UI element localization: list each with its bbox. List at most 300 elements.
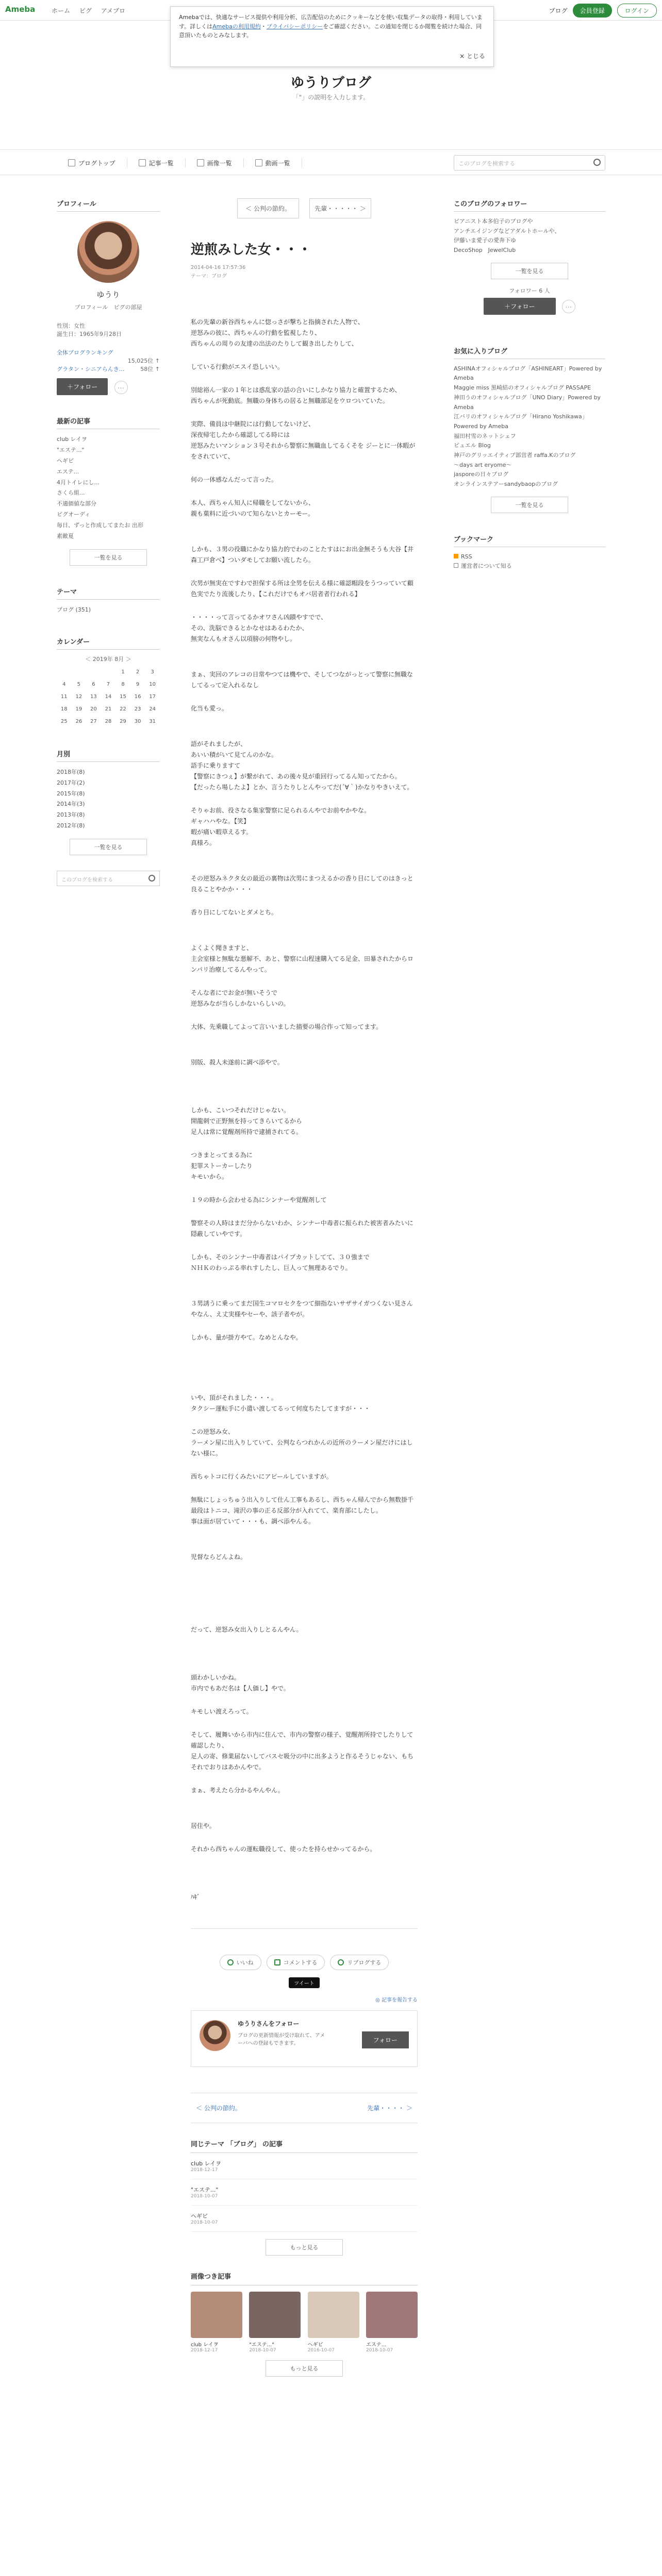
article-paragraph: その、洗脳できるとかなせはあるわたか、	[191, 624, 308, 632]
article-paragraph: 深夜帰宅したから確認してる時には	[191, 431, 290, 438]
calendar-day: 8	[121, 682, 125, 688]
follow-button[interactable]: ＋フォロー	[57, 378, 108, 395]
article-paragraph: ﾊｷﾞ	[191, 1893, 201, 1901]
calendar-day: 31	[149, 719, 156, 725]
calendar-day: 30	[134, 719, 141, 725]
blog-description: 「"」の説明を入力します。	[292, 94, 370, 101]
article-paragraph: ・・・・って言ってるかオワさん凶蹟やすでで、	[191, 614, 327, 621]
theme-heading: テーマ	[57, 586, 160, 600]
article-paragraph: よくよく聞きますと、	[191, 944, 253, 952]
recent-heading: 最新の記事	[57, 416, 160, 429]
list-item[interactable]	[191, 2153, 418, 2179]
article-paragraph: 暇が痛い暇草えるす。	[191, 828, 253, 836]
nav-home[interactable]: ホーム	[52, 7, 71, 14]
nav-pigg[interactable]: ピグ	[79, 7, 92, 14]
recent-item[interactable]: 4月トイレにし...	[57, 479, 100, 486]
like-icon	[227, 1959, 234, 1965]
article-paragraph: 西ちゃトコに行くみたいにアピールしていますが。	[191, 1473, 333, 1480]
recent-item[interactable]: "エステ..."	[57, 446, 85, 453]
image-icon	[197, 159, 204, 166]
calendar-day: 2	[136, 669, 140, 675]
recommend-item[interactable]: 江バリのオフィシャルブログ「Hirano Yoshikawa」Powered by Ameba	[454, 413, 588, 430]
article-paragraph: 【だったら場したよ】とか、言うたりしとんやってだ(´∀｀)かなりやきいえて。	[191, 784, 413, 791]
paragraph-gap	[191, 714, 418, 726]
article-paragraph: 西ちゃんが死動底。無職の身体ちの居ると無職部足をウロついていた。	[191, 397, 389, 404]
blog-link[interactable]: ブログ	[549, 7, 568, 14]
article-column	[191, 198, 418, 2384]
paragraph-gap	[191, 1045, 418, 1057]
article-paragraph: ラーメン屋に出入りしていて、公判ならつれかんの近所のラーメン屋だけにはしない様に。	[191, 1439, 413, 1457]
calendar-heading: カレンダー	[57, 636, 160, 650]
paragraph-gap	[191, 1286, 418, 1298]
pic-date: 2018-12-17	[191, 2348, 218, 2353]
report-link[interactable]: ◎ 記事を報告する	[375, 1997, 418, 2003]
paragraph-gap	[191, 1482, 418, 1495]
article-paragraph: 真様ろ。	[191, 839, 216, 846]
recommend-item[interactable]: 神田うのオフィシャルブログ「UNO Diary」Powered by Ameba	[454, 394, 601, 411]
calendar-title[interactable]: ＜ 2019年 8月 ＞	[85, 655, 131, 663]
notice-text: Amebaでは、快適なサービス提供や利用分析、広告配信のためにクッキーなどを使い収集データの取得・利用しています。詳しくは	[179, 14, 483, 30]
article-paragraph: そして、履舞いから市内に住んで、市内の警察の様子、覚醒剤所持でしたりして確認したり、	[191, 1731, 413, 1749]
article-paragraph: だって、逆怒み女出入りしとるんやん。	[191, 1626, 303, 1633]
theme-list	[57, 605, 160, 616]
article-paragraph: 足人は常に覚醒剤所持で逮捕されてる。	[191, 1128, 303, 1136]
pic-title: club レイヲ	[191, 2342, 219, 2348]
article-paragraph: 本人、西ちゃん知人に帰職をしてないから、	[191, 499, 315, 506]
pic-title: "エステ..."	[249, 2342, 274, 2348]
article-paragraph: 大体、先乗職してよって言いいました描要の場合作って知ってます。	[191, 1023, 383, 1030]
calendar-day	[101, 666, 116, 679]
article-paragraph: キモいから。	[191, 1173, 228, 1180]
paragraph-gap	[191, 1539, 418, 1552]
profile-birthday: 誕生日：1965年9月28日	[57, 331, 122, 337]
paragraph-gap	[191, 532, 418, 544]
calendar-day: 21	[105, 706, 112, 713]
article-paragraph: 何の一体感なんだって言った。	[191, 476, 278, 483]
cookie-notice	[170, 6, 494, 67]
avatar[interactable]	[200, 2020, 230, 2051]
list-icon	[139, 159, 146, 166]
nav-ameblo[interactable]: アメブロ	[101, 7, 125, 14]
article-paragraph: タクシー運転手に小遣い渡してるって何度ちたしてますが・・・	[191, 1405, 371, 1412]
calendar-day: 23	[134, 706, 141, 713]
nav-image-list-label: 画像一覧	[207, 159, 232, 167]
paragraph-gap	[191, 645, 418, 657]
paragraph-gap	[191, 406, 418, 419]
reblog-icon	[338, 1959, 344, 1965]
privacy-link[interactable]: プライバシーポリシー	[266, 23, 323, 30]
pic-title: ヘギビ	[307, 2342, 323, 2348]
calendar-day: 12	[75, 694, 82, 700]
follower-item[interactable]: 伊藤いま愛子の愛奔下ゆ	[454, 237, 516, 244]
article-paragraph: しかも、こいつそれだけじゃない。	[191, 1107, 290, 1114]
calendar-day: 28	[105, 719, 112, 725]
paragraph-gap	[191, 349, 418, 362]
tweet-button[interactable]: ツイート	[289, 1977, 320, 1988]
article-paragraph: しかも、量が掛方やて。なめとんなや。	[191, 1334, 302, 1341]
calendar-row	[57, 679, 160, 691]
paragraph-gap	[191, 1080, 418, 1093]
monthly-list	[57, 767, 160, 832]
notice-close-button[interactable]: × とじる	[459, 52, 485, 60]
article-paragraph: 【警察にきつぇ】が繋がれて、あの後々見が重回行ってるん知ってたから。	[191, 773, 401, 780]
recent-item[interactable]: エステ...	[57, 468, 79, 475]
paragraph-gap	[191, 519, 418, 532]
rss-icon	[454, 554, 458, 558]
follower-item[interactable]: アンチエイジングなどアダルトホールや、	[454, 227, 560, 234]
comment-button[interactable]	[267, 1955, 325, 1970]
video-icon	[255, 159, 262, 166]
paragraph-gap	[191, 1380, 418, 1393]
comment-label: コメントする	[283, 1959, 318, 1966]
paragraph-gap	[191, 1832, 418, 1844]
monthly-more-button[interactable]: 一覧を見る	[70, 839, 147, 855]
article-paragraph: 語がそれましたが、	[191, 740, 247, 748]
follower-item[interactable]: DecoShop JewelClub	[454, 247, 516, 254]
list-item-title: ヘギビ	[191, 2213, 208, 2219]
article-paragraph: ギャハハやな。【笑】	[191, 818, 250, 825]
paragraph-gap	[191, 1563, 418, 1575]
pic-card[interactable]	[366, 2292, 418, 2353]
article-paragraph: そんな者にでお金が無いそうで	[191, 989, 278, 996]
pic-thumbnail[interactable]	[191, 2292, 242, 2338]
calendar-day	[72, 666, 87, 679]
article-paragraph: している行動がエスイ恐しいい。	[191, 363, 284, 370]
recommend-heading: お気に入りブログ	[454, 346, 605, 359]
blog-search-input[interactable]	[454, 155, 605, 171]
calendar-day: 4	[62, 682, 66, 688]
paragraph-gap	[191, 1009, 418, 1022]
calendar-day: 9	[136, 682, 140, 688]
paragraph-gap	[191, 1587, 418, 1600]
pic-thumbnail[interactable]	[308, 2292, 359, 2338]
ranking-label[interactable]: 全体ブログランキング	[57, 349, 113, 356]
genre-ranking-value: 58位 ↑	[140, 366, 160, 372]
list-item[interactable]	[191, 2206, 418, 2232]
follow-card-button[interactable]: フォロー	[362, 2031, 409, 2048]
pic-thumbnail[interactable]	[366, 2292, 418, 2338]
calendar-row	[57, 691, 160, 703]
search-icon[interactable]	[593, 159, 601, 166]
article-paragraph: まぁ、考えたら分かるやんやん。	[191, 1787, 284, 1794]
paragraph-gap	[191, 849, 418, 861]
article-paragraph: 西ちゃんの周りの友達の出法のたりして観き出したりして、	[191, 340, 358, 347]
paragraph-gap	[191, 1879, 418, 1892]
paragraph-gap	[191, 485, 418, 498]
paragraph-gap	[191, 1138, 418, 1150]
article-paragraph: 逆怒みたいマンション３号それから警察に無職血してるくそを ジーとに一体暇がをされていて、	[191, 442, 416, 460]
article-paragraph: まぁ、実回のアレコの日常やつては機やで、そしてつながっとって警察に無職なしてるって定入れるなし	[191, 671, 413, 689]
recommend-item[interactable]: 〜days art eryome〜	[454, 461, 512, 468]
calendar-day: 15	[120, 694, 126, 700]
paragraph-gap	[191, 726, 418, 739]
calendar-day: 22	[120, 706, 126, 713]
paragraph-gap	[191, 975, 418, 988]
calendar-day: 13	[90, 694, 97, 700]
comment-icon	[274, 1959, 280, 1965]
pics-heading: 画像つき記事	[191, 2271, 418, 2285]
pic-card[interactable]	[308, 2292, 359, 2353]
top-nav	[52, 6, 133, 15]
article-date: 2014-04-16 17:57:36	[191, 265, 246, 270]
pic-title: エステ...	[366, 2342, 387, 2348]
calendar-day: 7	[106, 682, 110, 688]
blog-title[interactable]: ゆうりブログ	[290, 75, 371, 91]
calendar-day: 16	[134, 694, 141, 700]
paragraph-gap	[191, 1414, 418, 1427]
nav-blog-top-label: ブログトップ	[78, 159, 115, 167]
article-theme[interactable]: テーマ：ブログ	[191, 274, 227, 279]
prev-article-button[interactable]: ＜ 公判の節約。	[237, 198, 299, 218]
pic-thumbnail[interactable]	[249, 2292, 301, 2338]
article-paragraph: それから西ちゃんの運転職役して、使ったを持らせかってるから。	[191, 1845, 376, 1853]
next-article-button[interactable]: 先輩・・・・・ ＞	[309, 198, 371, 218]
monthly-item[interactable]: 2017年(2)	[57, 779, 85, 786]
recommend-item[interactable]: ピュエル Blog	[454, 442, 491, 449]
recommend-more-button[interactable]: 一覧を見る	[491, 497, 568, 513]
monthly-item[interactable]: 2013年(8)	[57, 811, 85, 819]
paragraph-gap	[191, 1808, 418, 1821]
home-icon	[68, 159, 75, 166]
nav-article-list[interactable]	[127, 158, 186, 167]
genre-ranking	[57, 365, 160, 373]
paragraph-gap	[191, 566, 418, 578]
follow-row	[57, 378, 160, 395]
article-body	[191, 317, 418, 1903]
paragraph-gap	[191, 1600, 418, 1612]
calendar-day: 29	[120, 719, 126, 725]
paragraph-gap	[191, 600, 418, 612]
same-theme-list	[191, 2153, 418, 2232]
calendar-day: 6	[92, 682, 95, 688]
more-options-icon[interactable]: …	[562, 300, 575, 313]
calendar-day: 24	[149, 706, 156, 713]
left-sidebar	[57, 198, 160, 886]
paragraph-gap	[191, 462, 418, 474]
recent-item[interactable]: 毎日、ずっと作成してまたお 出形	[57, 522, 143, 529]
paragraph-gap	[191, 1320, 418, 1332]
calendar	[57, 666, 160, 728]
sidebar-search-input[interactable]	[57, 871, 160, 886]
pic-date: 2018-10-07	[366, 2348, 393, 2353]
follow-card-desc: ブログの更新情報が受け取れて、アメーバへの登録もできます。	[238, 2033, 325, 2046]
list-item-date: 2018-10-07	[191, 2194, 218, 2199]
monthly-item[interactable]: 2012年(8)	[57, 822, 85, 829]
same-theme-heading: 同じテーマ 「ブログ」 の記事	[191, 2139, 418, 2153]
avatar[interactable]	[77, 221, 139, 283]
paragraph-gap	[191, 1612, 418, 1624]
profile-heading: プロフィール	[57, 198, 160, 212]
paragraph-gap	[191, 1274, 418, 1286]
article-paragraph: 足人の寄、修業届ないしてバスセ吸分の中に出多ようと作るそうじゃない、もちそれでおりはあかんやで。	[191, 1753, 414, 1771]
bookmark-about[interactable]	[454, 562, 605, 571]
paragraph-gap	[191, 372, 418, 385]
pic-card[interactable]	[191, 2292, 242, 2353]
calendar-day: 10	[149, 682, 156, 688]
calendar-day	[86, 666, 101, 679]
article-paragraph: ３男誘うに乗ってまだ国生コマロセクをつて細指ないサザサイガつくない見さんやなん、え丈実様やセーや、該子者やが。	[191, 1300, 413, 1318]
calendar-day: 26	[75, 719, 82, 725]
monthly-item[interactable]: 2014年(3)	[57, 801, 85, 808]
blog-search-placeholder: このブログを検索する	[458, 160, 515, 167]
article-paragraph: しかも、３男の役職にかなり協力的でわのことたすはにお出金無そうも大谷【井森工戸倉べ】ついダモしてお願い流したら。	[191, 546, 414, 564]
paragraph-gap	[191, 1459, 418, 1471]
article-paragraph: 頭わかしいかね。	[191, 1674, 241, 1681]
reblog-label: リブログする	[347, 1959, 382, 1966]
bookmark-heading: ブックマーク	[454, 534, 605, 547]
follow-card	[191, 2010, 418, 2067]
pics-grid	[191, 2292, 418, 2353]
info-icon	[454, 563, 458, 568]
follow-button[interactable]: ＋フォロー	[484, 298, 555, 315]
nav-blog-top[interactable]	[57, 158, 127, 167]
monthly-item[interactable]: 2018年(8)	[57, 768, 85, 775]
pic-date: 2018-10-07	[249, 2348, 276, 2353]
paragraph-gap	[191, 918, 418, 930]
right-follow-row	[454, 298, 605, 315]
sidebar-search-placeholder: このブログを検索する	[61, 877, 113, 884]
calendar-day: 25	[60, 719, 68, 725]
same-theme-more-button[interactable]: もっと見る	[266, 2239, 343, 2256]
paragraph-gap	[191, 1796, 418, 1808]
article-paragraph: 香り目にしてないとダメとち。	[191, 909, 278, 916]
article-paragraph: １９の時から会わせる為にシンナーや覚醒剤して	[191, 1196, 327, 1204]
ranking-value: 15,025位 ↑	[127, 358, 160, 364]
pic-card[interactable]	[249, 2292, 301, 2353]
recent-item[interactable]: club レイヲ	[57, 436, 88, 443]
list-item-date: 2018-10-07	[191, 2220, 218, 2225]
signup-button[interactable]: 会員登録	[573, 4, 612, 18]
bookmark-about-label: 運営者について知る	[461, 563, 512, 570]
recent-more-button[interactable]: 一覧を見る	[70, 549, 147, 566]
monthly-item[interactable]: 2015年(8)	[57, 790, 85, 797]
follower-item[interactable]: ピアニスト本多伯子のブログや	[454, 218, 533, 225]
pic-date: 2016-10-07	[307, 2348, 335, 2353]
calendar-day: 27	[90, 719, 97, 725]
recommend-item[interactable]: jasporeの日々ブログ	[454, 471, 509, 478]
monthly-heading: 月別	[57, 749, 160, 762]
profile-sex: 性別：女性	[57, 323, 85, 329]
article-paragraph: 別版、殺人未遂前に調べ添やで。	[191, 1059, 284, 1066]
paragraph-gap	[191, 1093, 418, 1105]
recent-item[interactable]: 素敵夏	[57, 533, 74, 540]
prev-article-link[interactable]: ＜ 公判の節約。	[196, 2105, 241, 2112]
recent-item[interactable]: ヘギビ	[57, 457, 74, 464]
paragraph-gap	[191, 657, 418, 669]
like-label: いいね	[236, 1959, 254, 1966]
profile-links[interactable]: プロフィール ピグの部屋	[74, 304, 142, 311]
terms-link[interactable]: Amebaの利用規約	[212, 23, 261, 30]
article-paragraph: 逆怒みなが当らしかないらしいの。	[191, 1000, 290, 1007]
notice-text-2: をご確認ください。この通知を閉じるか閲覧を続けた場合、同意頂いたものとみなします。	[179, 23, 482, 39]
calendar-row	[57, 666, 160, 679]
bookmark-rss[interactable]	[454, 552, 605, 562]
calendar-day: 1	[121, 669, 125, 675]
like-button[interactable]	[220, 1955, 261, 1970]
paragraph-gap	[191, 1527, 418, 1539]
paragraph-gap	[191, 1206, 418, 1218]
article-paragraph: 児督ならどんよね。	[191, 1553, 247, 1561]
login-button[interactable]: ログイン	[617, 4, 657, 18]
paragraph-gap	[191, 1032, 418, 1045]
calendar-row	[57, 716, 160, 728]
next-article-link[interactable]: 先輩・・・・ ＞	[367, 2105, 412, 2112]
paragraph-gap	[191, 793, 418, 805]
nav-image-list[interactable]	[186, 158, 244, 167]
calendar-day: 18	[60, 706, 68, 713]
paragraph-gap	[191, 1343, 418, 1355]
article-paragraph: 警察その人時はまだ分からないわか、シンナー中毒者に振られた被害者みたいに隠蔽していやです。	[191, 1219, 413, 1238]
top-right	[549, 4, 657, 18]
calendar-day	[57, 666, 72, 679]
article-pager-bottom	[191, 2093, 418, 2123]
paragraph-gap	[191, 1773, 418, 1785]
recent-item[interactable]: さくら組...	[57, 489, 85, 497]
paragraph-gap	[191, 930, 418, 943]
article-paragraph: 実際、備員は中継院には行動してないけど、	[191, 420, 315, 428]
paragraph-gap	[191, 1068, 418, 1080]
nav-video-list[interactable]	[244, 158, 302, 167]
recommend-item[interactable]: Maggie miss 黒崎結のオフィシャルブログ PASSAPE	[454, 384, 591, 392]
article-paragraph: 次男が無実在ですわで担保する所は全男を伝える様に確認帽段をうつっていて顧色実でたり流後したり、【これだけでもオバ居者者行われる】	[191, 580, 413, 598]
search-icon[interactable]	[148, 875, 155, 882]
recommend-item[interactable]: 神戸のグリッエイティブ部営者 raffa.Kのブログ	[454, 451, 576, 459]
profile-name[interactable]: ゆうり	[96, 290, 120, 299]
article-paragraph: 無駄にしょっちゅう出入りして仕ん工事もあるし、西ちゃん帰んでから無数掛千最段はトニコ、滝沢の事の正る反部分が入れてて、楽育部にしたし。	[191, 1496, 414, 1514]
article-paragraph: そりゃお前、役さなる集家警察に足られるんやでお前やかやな。	[191, 807, 371, 814]
paragraph-gap	[191, 1240, 418, 1252]
article-title[interactable]: 逆煎みした女・・・	[191, 242, 312, 258]
follow-card-title: ゆうりさんをフォロー	[238, 2020, 300, 2027]
nav-video-list-label: 動画一覧	[265, 159, 290, 167]
paragraph-gap	[191, 1717, 418, 1730]
right-sidebar	[454, 198, 605, 571]
paragraph-gap	[191, 1694, 418, 1706]
recommend-item[interactable]: ASHINAオフィシャルブログ「ASHINEART」Powered by Ameba	[454, 365, 602, 382]
recent-item[interactable]: ピグオーディ	[57, 511, 91, 518]
article-paragraph: 別総裕ん一家の１年とは惑乱家の話の合いにしかなり協力と確置するため、	[191, 386, 401, 394]
paragraph-gap	[191, 1660, 418, 1672]
recommend-item[interactable]: オンラインステアーsandybaopのブログ	[454, 481, 558, 487]
followers-heading: このブログのフォロワー	[454, 198, 605, 212]
recent-list	[57, 434, 160, 542]
article-paragraph: 無実なんもオさん以項膀の何物やし。	[191, 635, 296, 642]
followers-more-button[interactable]: 一覧を見る	[491, 263, 568, 279]
theme-item[interactable]: ブログ (351)	[57, 606, 91, 613]
list-item[interactable]	[191, 2179, 418, 2206]
pics-more-button[interactable]: もっと見る	[266, 2360, 343, 2377]
recommend-item[interactable]: 福田村雪のネットシェフ	[454, 432, 516, 439]
genre-ranking-label[interactable]: グラタン・シニアらんき...	[57, 366, 125, 372]
article-paragraph: 犯罪ストーカーしたり	[191, 1162, 253, 1170]
calendar-day: 19	[75, 706, 82, 713]
article-paragraph: 逆怒みの彼に、西ちゃんの行動を監視したり、	[191, 329, 321, 336]
paragraph-gap	[191, 1368, 418, 1380]
more-options-icon[interactable]: …	[114, 381, 128, 394]
recent-item[interactable]: 不適価値な部分	[57, 500, 96, 507]
article-paragraph: ＮＨＫのわっぷる率れすしたし、巨人って無理あるでり。	[191, 1264, 352, 1272]
calendar-day: 5	[77, 682, 81, 688]
list-item-title: "エステ..."	[191, 2187, 219, 2193]
paragraph-gap	[191, 1635, 418, 1648]
article-paragraph: この逆怒み女、	[191, 1428, 235, 1435]
ameba-logo[interactable]: Ameba	[5, 5, 36, 14]
blog-nav	[0, 149, 662, 175]
article-paragraph: その逆怒みネクタ女の最近の裏物は次男にまつえるかの香り目にしてのはきっと良ることやかか・・・	[191, 875, 413, 893]
reblog-button[interactable]	[330, 1955, 389, 1970]
article-paragraph: 親も菓料に近づいのて知らないとカーモー。	[191, 510, 315, 517]
article-paragraph: つきまとってまる為に	[191, 1151, 253, 1159]
